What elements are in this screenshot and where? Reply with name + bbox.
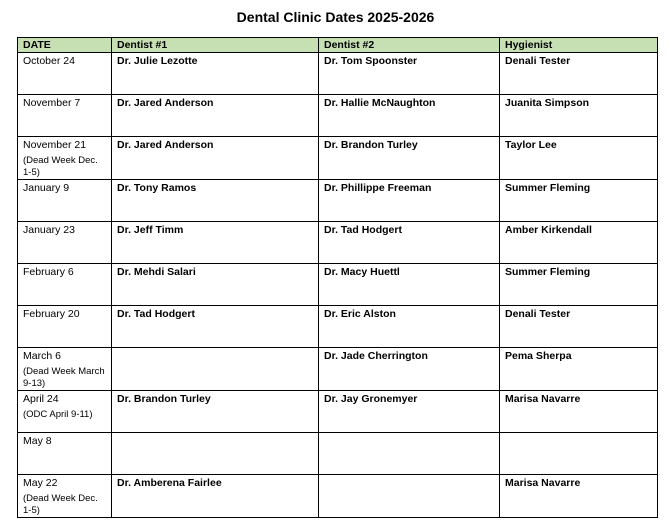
date-label: January 23 [23,224,75,236]
date-note: (Dead Week Dec. 1-5) [23,493,98,516]
dentist-1-name [117,434,312,435]
dentist-2-name: Dr. Eric Alston [324,308,396,320]
table-row [18,391,658,433]
table-row [18,137,658,180]
dentist-1-cell [112,180,319,222]
date-label: January 9 [23,182,70,194]
dentist-1-cell [112,348,319,391]
dentist-1-cell [112,53,319,95]
date-cell [18,95,112,137]
table-row [18,348,658,391]
hygienist-cell [500,264,658,306]
hygienist-name: Marisa Navarre [505,477,581,489]
table-row [18,433,658,475]
dentist-2-cell [319,180,500,222]
date-cell [18,433,112,475]
dentist-2-name: Dr. Tom Spoonster [324,55,418,67]
hygienist-name: Marisa Navarre [505,393,581,405]
date-note: (ODC April 9-11) [23,409,93,420]
date-label: November 7 [23,97,81,109]
page-title: Dental Clinic Dates 2025-2026 [236,9,435,25]
date-cell [18,475,112,518]
table-body [18,53,658,518]
dentist-1-cell [112,475,319,518]
hygienist-name: Juanita Simpson [505,97,590,109]
hygienist-cell [500,95,658,137]
dentist-2-name: Dr. Phillippe Freeman [324,182,432,194]
hygienist-name: Denali Tester [505,308,571,320]
clinic-schedule-table [17,37,658,518]
dentist-2-name [324,476,493,477]
dentist-1-name: Dr. Tad Hodgert [117,308,195,320]
date-cell [18,137,112,180]
dentist-2-cell [319,95,500,137]
dentist-1-name: Dr. Julie Lezotte [117,55,198,67]
dentist-2-cell [319,53,500,95]
hygienist-cell [500,137,658,180]
dentist-1-cell [112,391,319,433]
dentist-2-cell [319,348,500,391]
date-cell [18,348,112,391]
table-row [18,222,658,264]
dentist-2-cell [319,433,500,475]
header-dentist-2: Dentist #2 [319,38,500,53]
hygienist-cell [500,391,658,433]
table-row [18,264,658,306]
dentist-1-cell [112,433,319,475]
dentist-1-cell [112,95,319,137]
dentist-2-cell [319,264,500,306]
hygienist-name: Pema Sherpa [505,350,572,362]
hygienist-name: Taylor Lee [505,139,557,151]
table-row [18,475,658,518]
date-label: May 8 [23,435,52,447]
header-hygienist: Hygienist [500,38,658,53]
dentist-1-name: Dr. Brandon Turley [117,393,211,405]
date-cell [18,264,112,306]
dentist-1-cell [112,137,319,180]
dentist-1-name: Dr. Jared Anderson [117,97,214,109]
date-label: April 24 [23,393,59,405]
dentist-1-cell [112,264,319,306]
dentist-1-cell [112,222,319,264]
table-header-row [18,38,658,53]
dentist-2-name: Dr. Jay Gronemyer [324,393,418,405]
table-row [18,95,658,137]
dentist-2-name: Dr. Tad Hodgert [324,224,402,236]
table-row [18,306,658,348]
date-label: February 20 [23,308,80,320]
hygienist-cell [500,180,658,222]
dentist-2-cell [319,391,500,433]
hygienist-cell [500,433,658,475]
table-row [18,180,658,222]
date-cell [18,391,112,433]
dentist-2-name: Dr. Macy Huettl [324,266,400,278]
header-date: DATE [18,38,112,53]
hygienist-name: Amber Kirkendall [505,224,592,236]
hygienist-name: Summer Fleming [505,266,591,278]
dentist-1-name: Dr. Jeff Timm [117,224,184,236]
hygienist-name: Summer Fleming [505,182,591,194]
dentist-2-cell [319,222,500,264]
hygienist-name: Denali Tester [505,55,571,67]
date-note: (Dead Week Dec. 1-5) [23,155,98,178]
hygienist-name [505,434,651,435]
date-note: (Dead Week March 9-13) [23,366,105,389]
date-cell [18,180,112,222]
dentist-2-name: Dr. Jade Cherrington [324,350,428,362]
date-label: November 21 [23,139,87,151]
dentist-2-name: Dr. Hallie McNaughton [324,97,436,109]
date-label: May 22 [23,477,58,489]
dentist-2-cell [319,475,500,518]
dentist-1-name: Dr. Tony Ramos [117,182,197,194]
hygienist-cell [500,306,658,348]
dentist-1-name: Dr. Jared Anderson [117,139,214,151]
dentist-1-name [117,349,312,350]
date-label: March 6 [23,350,61,362]
dentist-2-name [324,434,493,435]
dentist-2-cell [319,306,500,348]
dentist-1-name: Dr. Mehdi Salari [117,266,196,278]
dentist-1-name: Dr. Amberena Fairlee [117,477,222,489]
date-cell [18,306,112,348]
hygienist-cell [500,53,658,95]
date-cell [18,222,112,264]
date-label: October 24 [23,55,75,67]
hygienist-cell [500,475,658,518]
dentist-2-cell [319,137,500,180]
dentist-2-name: Dr. Brandon Turley [324,139,418,151]
header-dentist-1: Dentist #1 [112,38,319,53]
date-label: February 6 [23,266,74,278]
date-cell [18,53,112,95]
dentist-1-cell [112,306,319,348]
hygienist-cell [500,222,658,264]
hygienist-cell [500,348,658,391]
table-row [18,53,658,95]
